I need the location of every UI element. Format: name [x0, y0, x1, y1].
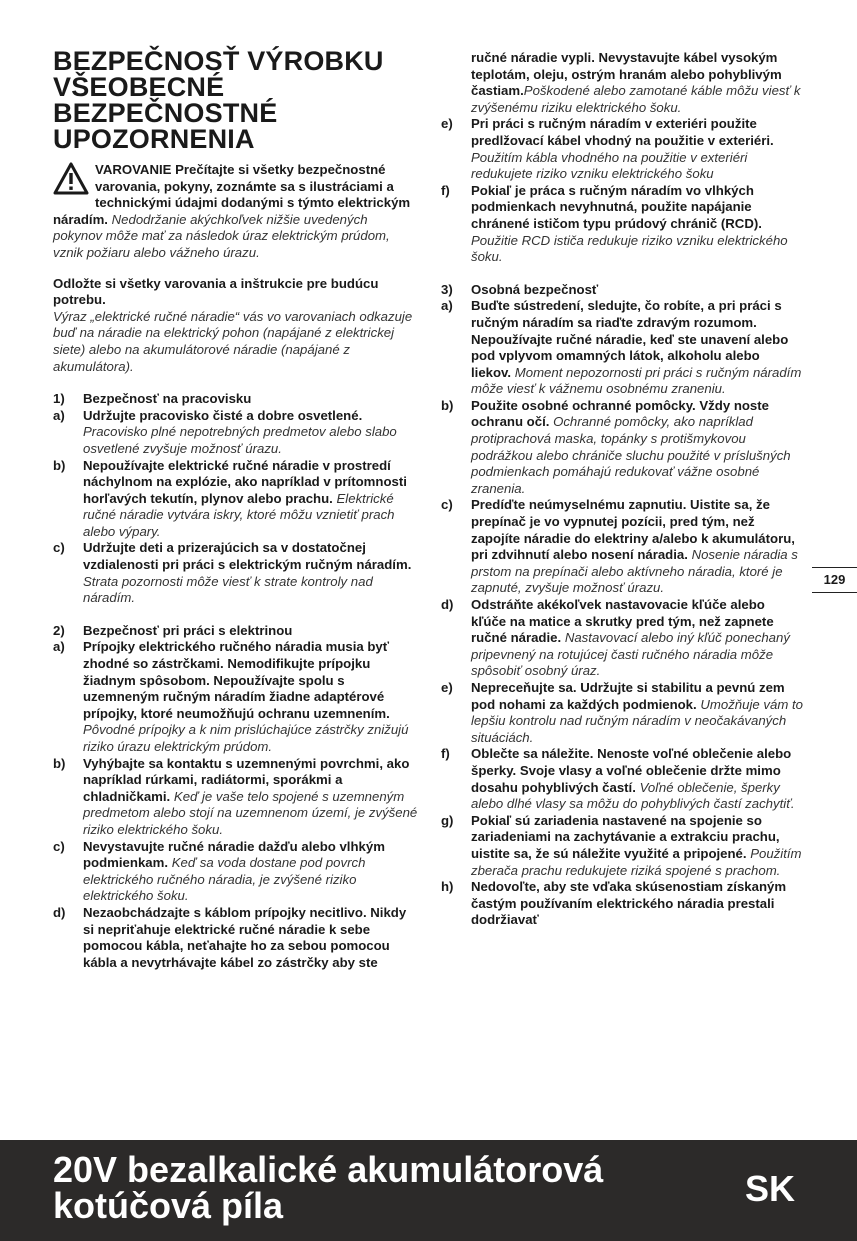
page-number: 129 [812, 567, 857, 593]
list-item: f) Pokiaľ je práca s ručným náradím vo vlhkých podmienkach nevyhnutná, použite napájanie chránené ističom typu prúdový chránič (RCD). Použitie RCD ističa redukuje riziko vzniku elektrického šoku. [441, 182, 788, 265]
section-3-list [441, 298, 803, 929]
keep-text: Výraz „elektrické ručné náradie“ vás vo varovaniach odkazuje buď na náradie na elektrický pohon (napájané z elektrickej siete) alebo na akumulátorové náradie (napájané z akumulátora). [53, 308, 413, 374]
page-title: BEZPEČNOSŤ VÝROBKU VŠEOBECNÉ BEZPEČNOSTNÉ UPOZORNENIA [53, 46, 384, 154]
list-item: b) Použite osobné ochranné pomôcky. Vždy noste ochranu očí. Ochranné pomôcky, ako napríklad protiprachová maska, topánky s protišmykovou podrážkou alebo chrániče sluchu použité v príslušných podmienkach pomáhajú redukovať vážne osobné zranenia. [441, 397, 791, 496]
language-code: SK [745, 1168, 796, 1209]
list-item: f) Oblečte sa náležite. Nenoste voľné oblečenie alebo šperky. Svoje vlasy a voľné oblečenie držte mimo dosahu pohyblivých častí. Voľné oblečenie, šperky alebo dlhé vlasy sa môžu do pohyblivých častí zachytiť. [441, 746, 795, 812]
list-item: a) Prípojky elektrického ručného náradia musia byť zhodné so zástrčkami. Nemodifikujte prípojku žiadnym spôsobom. Nepoužívajte spolu s uzemneným ručným náradím žiadne adaptérové prípojky, ktoré neumožňujú ochranu uzemnením. Pôvodné prípojky a k nim prislúchajúce zástrčky znižujú riziko úrazu elektrickým prúdom. [53, 639, 409, 754]
product-title: 20V bezalkalické akumulátorová kotúčová píla [53, 1149, 604, 1226]
section-2-continued-list [441, 116, 803, 265]
section-heading-1: 1) Bezpečnosť na pracovisku [53, 391, 252, 407]
list-item: d) Odstráňte akékoľvek nastavovacie kľúče alebo kľúče na matice a skrutky pred tým, než zapnete ručné náradie. Nastavovací alebo iný kľúč ponechaný pripevnený na rotujúcej časti ručného náradia môže spôsobiť osobný úraz. [441, 597, 790, 679]
warning-bold: VAROVANIE Prečítajte si všetky bezpečnostné varovania, pokyny, zoznámte sa s ilustráciami a technickými údajmi dodanými s týmto elektrickým náradím. [53, 162, 411, 227]
section-heading-2: 2) Bezpečnosť pri práci s elektrinou [53, 622, 293, 638]
section-1-list [53, 408, 418, 607]
list-item: c) Predíďte neúmyselnému zapnutiu. Uistite sa, že prepínač je vo vypnutej pozícii, pred tým, než zapojíte náradie do elektriny a/alebo k akumulátoru, pri zdvihnutí alebo nosení náradia. Nosenie náradia s prstom na prepínači alebo aktívneho náradia, ktoré je zapnuté, zvyšuje možnosť úrazu. [441, 497, 798, 596]
list-item: e) Pri práci s ručným náradím v exteriéri použite predlžovací kábel vhodný na použitie v exteriéri. Použitím kábla vhodného na použitie v exteriéri redukujete riziko vzniku elektrického šoku [441, 116, 774, 182]
warning-triangle-icon [53, 162, 89, 196]
list-item: c) Nevystavujte ručné náradie dažďu alebo vlhkým podmienkam. Keď sa voda dostane pod povrch elektrického ručného náradia, je zvýšené riziko elektrického šoku. [53, 838, 385, 904]
list-item: h) Nedovoľte, aby ste vďaka skúsenostiam získaným častým používaním elektrického náradia prestali dodržiavať [441, 879, 787, 928]
left-column [53, 48, 418, 971]
section-heading-3: 3) Osobná bezpečnosť [441, 281, 599, 297]
list-item: b) Nepoužívajte elektrické ručné náradie v prostredí náchylnom na explózie, ako napríklad v prítomnosti horľavých tekutín, plynov alebo prachu. Elektrické ručné náradie vytvára iskry, ktoré môžu vznietiť prach alebo výpary. [53, 457, 407, 539]
list-item: g) Pokiaľ sú zariadenia nastavené na spojenie so zariadeniami na zachytávanie a extrakciu prachu, uistite sa, že sú náležite využité a pripojené. Použitím zberača prachu redukujete riziká spojené s prachom. [441, 812, 802, 878]
warning-text: Nedodržanie akýchkoľvek nižšie uvedených pokynov môže mať za následok úraz elektrickým prúdom, vznik požiaru alebo vážneho úrazu. [53, 211, 390, 260]
section-2-list [53, 639, 418, 971]
list-item: a) Udržujte pracovisko čisté a dobre osvetlené. Pracovisko plné nepotrebných predmetov alebo slabo osvetlené zvyšuje možnosť úrazu. [53, 407, 397, 456]
list-item: b) Vyhýbajte sa kontaktu s uzemnenými povrchmi, ako napríklad rúrkami, radiátormi, sporákmi a chladničkami. Keď je vaše telo spojené s uzemneným predmetom alebo stojí na uzemnenom území, je zvýšené riziko elektrického šoku. [53, 755, 418, 837]
list-item: a) Buďte sústredení, sledujte, čo robíte, a pri práci s ručným náradím sa riaďte zdravým rozumom. Nepoužívajte ručné náradie, keď ste unavení alebo pod vplyvom omamných látok, alkoholu alebo liekov. Moment nepozornosti pri práci s ručným náradím môže viesť k vážnemu osobnému zraneniu. [441, 298, 802, 397]
right-column [441, 50, 803, 929]
list-item: d) Nezaobchádzajte s káblom prípojky necitlivo. Nikdy si nepriťahuje elektrické ručné náradie k sebe pomocou kábla, neťahajte ho za sebou pomocou kábla a nevytrhávajte kábel zo zástrčky aby ste [53, 904, 407, 970]
list-item: ručné náradie vypli. Nevystavujte kábel vysokým teplotám, oleju, ostrým hranám alebo pohyblivým častiam.Poškodené alebo zamotané káble môžu viesť k zvýšenému riziku elektrického šoku. [471, 50, 801, 115]
footer-bar [0, 1140, 857, 1241]
keep-instructions: Odložte si všetky varovania a inštrukcie pre budúcu potrebu. [53, 275, 379, 308]
list-item: c) Udržujte deti a prizerajúcich sa v dostatočnej vzdialenosti pri práci s elektrickým ručným náradím. Strata pozornosti môže viesť k strate kontroly nad náradím. [53, 540, 412, 606]
warning-block [53, 162, 418, 262]
list-item: e) Nepreceňujte sa. Udržujte si stabilitu a pevnú zem pod nohami za každých podmienok. Umožňuje vám to lepšiu kontrolu nad ručným náradím v neočakávaných situáciách. [441, 679, 803, 745]
